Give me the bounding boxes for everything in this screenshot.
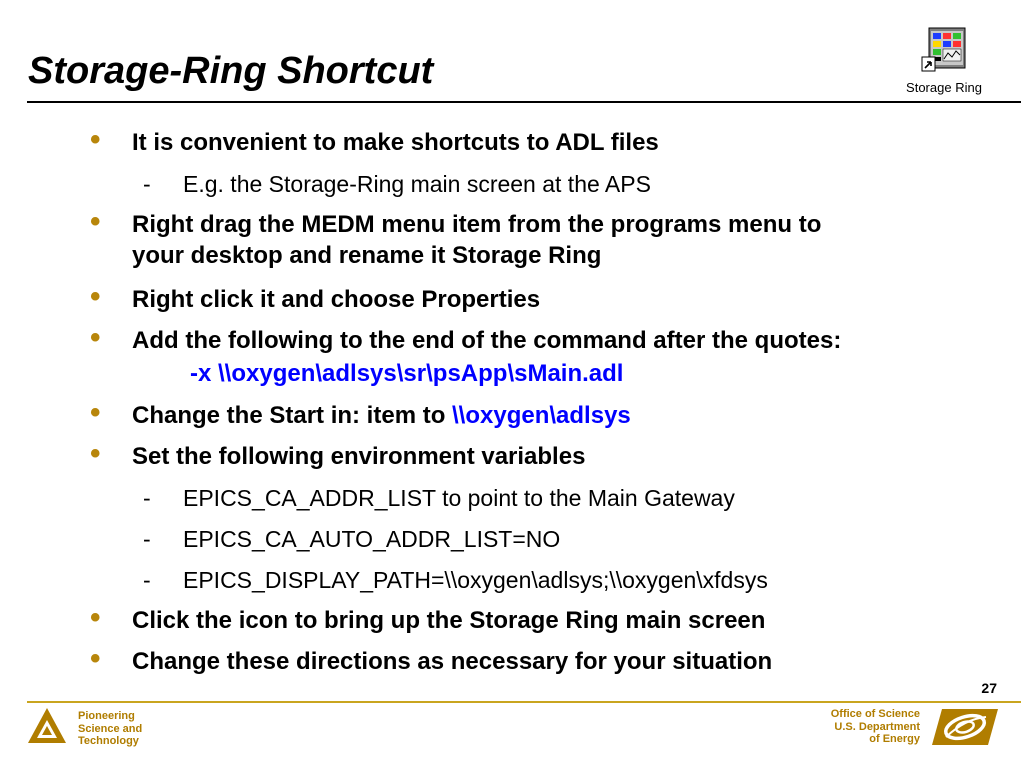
list-item: - EPICS_CA_ADDR_LIST to point to the Main Gateway (143, 485, 735, 511)
bullet-icon: • (90, 205, 101, 238)
storage-ring-shortcut[interactable] (894, 27, 994, 99)
start-in-path: \\oxygen\adlsys (452, 402, 631, 429)
list-item: • Right drag the MEDM menu item from the programs menu to your desktop and rename it Storage Ring (90, 205, 822, 269)
bullet-icon: • (90, 642, 101, 675)
medm-shortcut-icon (921, 27, 967, 73)
dash-icon: - (143, 526, 151, 552)
bullet-icon: • (90, 396, 101, 429)
storage-ring-shortcut-label: Storage Ring (906, 80, 982, 95)
bullet-icon: • (90, 601, 101, 634)
command-argument: -x \\oxygen\adlsys\sr\psApp\sMain.adl (190, 360, 624, 387)
list-item: • Change these directions as necessary for your situation (90, 642, 773, 675)
list-item: • Add the following to the end of the command after the quotes: (90, 321, 842, 354)
bullet-icon: • (90, 437, 101, 470)
dash-icon: - (143, 567, 151, 593)
list-item: - EPICS_CA_AUTO_ADDR_LIST=NO (143, 526, 561, 552)
page-number: 27 (981, 680, 997, 696)
argonne-logo-icon (27, 707, 67, 745)
list-item: - E.g. the Storage-Ring main screen at the APS (143, 171, 651, 197)
footer-office: Office of Science U.S. Department of Energy (830, 708, 920, 745)
dash-icon: - (143, 485, 151, 511)
doe-logo-icon (932, 707, 998, 747)
list-item: • Set the following environment variables (90, 437, 586, 470)
list-item: • Right click it and choose Properties (90, 280, 541, 313)
bullet-icon: • (90, 280, 101, 313)
list-item: - EPICS_DISPLAY_PATH=\\oxygen\adlsys;\\oxygen\xfdsys (143, 567, 768, 593)
list-item: • Click the icon to bring up the Storage Ring main screen (90, 601, 766, 634)
bullet-icon: • (90, 321, 101, 354)
title-divider (27, 101, 1021, 103)
footer-divider (27, 701, 1021, 703)
slide-title: Storage-Ring Shortcut (28, 50, 434, 92)
list-item: • Change the Start in: item to \\oxygen\adlsys (90, 396, 631, 429)
list-item: • It is convenient to make shortcuts to ADL files (90, 123, 659, 156)
bullet-icon: • (90, 123, 101, 156)
footer-tagline: Pioneering Science and Technology (78, 710, 143, 747)
dash-icon: - (143, 171, 151, 197)
